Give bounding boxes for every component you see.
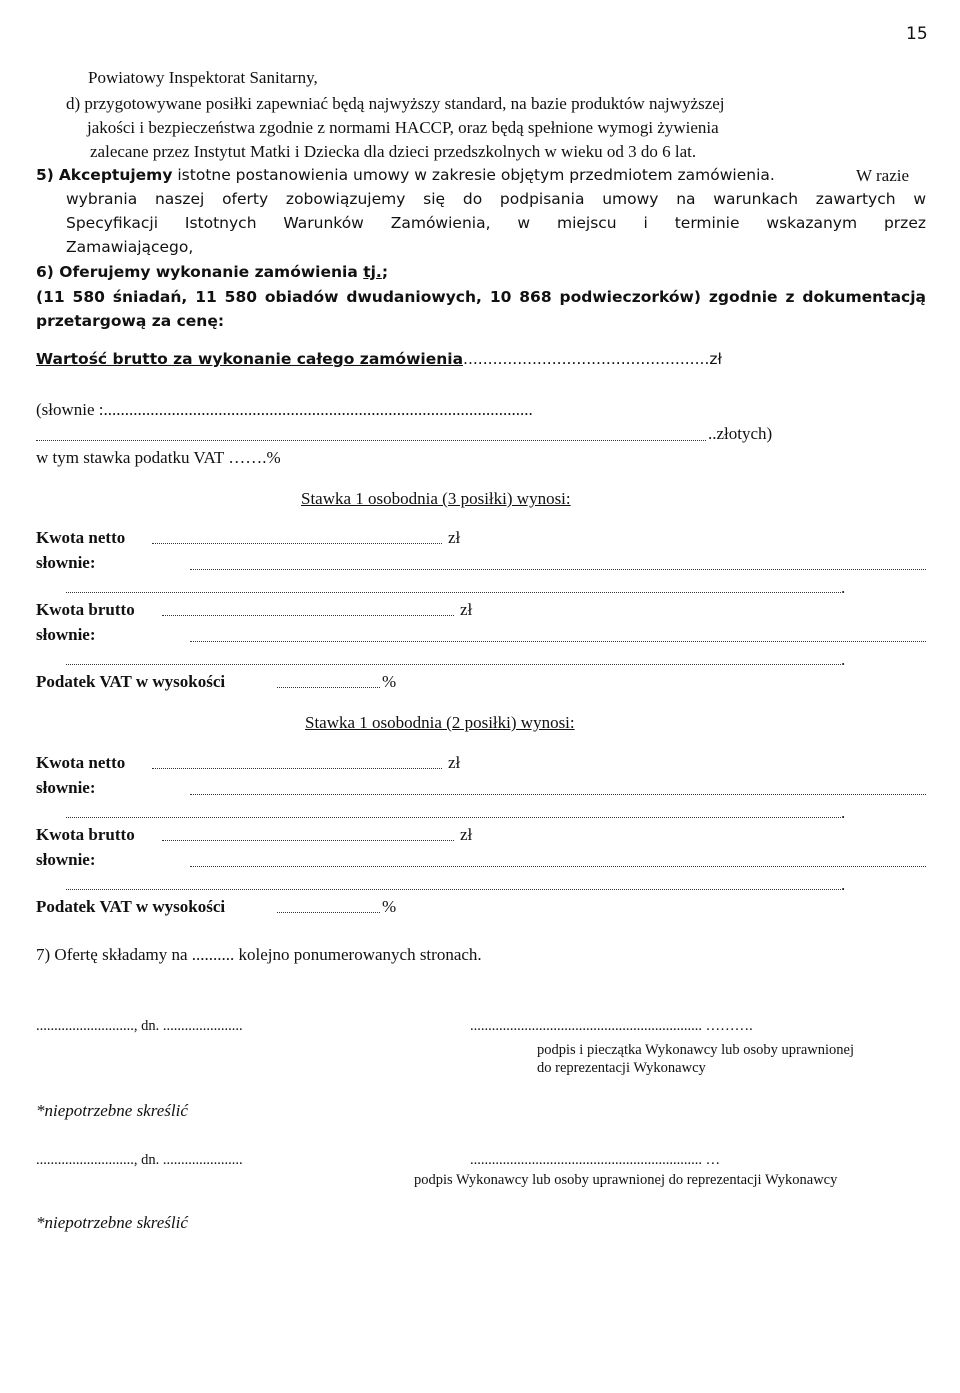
rate2-vat-field[interactable] — [277, 912, 380, 913]
rate1-vat-label: Podatek VAT w wysokości — [36, 672, 226, 691]
rate2-slownie1-label: słownie: — [36, 778, 96, 797]
rate1-slownie2-end: . — [841, 650, 846, 669]
point5-bold: Akceptujemy — [58, 166, 173, 184]
total-currency: zł — [709, 350, 722, 368]
rate1-slownie1-label: słownie: — [36, 553, 96, 572]
rate2-slownie1-end: . — [841, 803, 846, 822]
rate1-netto-currency: zł — [448, 528, 461, 547]
rate2-slownie2-field[interactable] — [190, 866, 926, 867]
sign2-footnote: *niepotrzebne skreślić — [36, 1213, 188, 1232]
point5-number: 5) — [36, 166, 54, 184]
rate1-brutto-field[interactable] — [162, 615, 454, 616]
total-value-line — [36, 350, 722, 369]
rate1-brutto-label: Kwota brutto — [36, 600, 135, 619]
total-dots: .................................................. — [463, 350, 710, 368]
intro-line-1: Powiatowy Inspektorat Sanitarny, — [88, 68, 318, 87]
point5-line-1 — [36, 166, 775, 185]
rate2-brutto-field[interactable] — [162, 840, 454, 841]
rate2-netto-label: Kwota netto — [36, 753, 126, 772]
intro-line-4: zalecane przez Instytut Matki i Dziecka dla dzieci przedszkolnych w wieku od 3 do 6 lat. — [90, 142, 697, 161]
rate2-slownie2-label: słownie: — [36, 850, 96, 869]
rate2-slownie2-end: . — [841, 875, 846, 894]
sign2-signature-dots[interactable]: ................................................................ … — [470, 1152, 721, 1168]
total-slownie: (słownie :..................................................................................................... — [36, 400, 533, 419]
rate2-slownie1-field[interactable] — [190, 794, 926, 795]
rate2-netto-field[interactable] — [152, 768, 442, 769]
total-vat: w tym stawka podatku VAT …….% — [36, 448, 281, 467]
point7-pages-field[interactable]: .......... — [191, 945, 235, 964]
rate1-vat-field[interactable] — [277, 687, 380, 688]
rate2-heading: Stawka 1 osobodnia (2 posiłki) wynosi: — [305, 713, 575, 732]
total-slownie-dotted-line[interactable] — [36, 440, 706, 441]
rate1-netto-field[interactable] — [152, 543, 442, 544]
sign1-footnote: *niepotrzebne skreślić — [36, 1101, 188, 1120]
sign1-signature-dots[interactable]: ................................................................ ………. — [470, 1018, 753, 1034]
rate1-netto-label: Kwota netto — [36, 528, 126, 547]
rate1-slownie2-label: słownie: — [36, 625, 96, 644]
point6-label-a: 6) Oferujemy wykonanie zamówienia — [36, 263, 364, 281]
rate1-brutto-currency: zł — [460, 600, 473, 619]
point6-line-2: (11 580 śniadań, 11 580 obiadów dwudaniowych, 10 868 podwieczorków) zgodnie z dokumentacją — [36, 288, 926, 306]
point6-line-3: przetargową za cenę: — [36, 312, 225, 330]
intro-line-3: jakości i bezpieczeństwa zgodnie z normami HACCP, oraz będą spełnione wymogi żywienia — [87, 118, 719, 137]
sign1-caption-1: podpis i pieczątka Wykonawcy lub osoby uprawnionej — [537, 1042, 854, 1058]
rate1-heading: Stawka 1 osobodnia (3 posiłki) wynosi: — [301, 489, 571, 508]
rate2-netto-currency: zł — [448, 753, 461, 772]
rate1-slownie1-end: . — [841, 578, 846, 597]
point6-line-1 — [36, 263, 388, 282]
intro-line-2: d) przygotowywane posiłki zapewniać będą najwyższy standard, na bazie produktów najwyższej — [66, 94, 725, 113]
point7-text-a: 7) Ofertę składamy na — [36, 945, 188, 964]
rate1-vat-percent: % — [382, 672, 397, 691]
rate2-slownie2-field-2[interactable] — [66, 889, 841, 890]
total-label: Wartość brutto za wykonanie całego zamówienia — [36, 350, 464, 368]
point5-line-2: wybrania naszej oferty zobowiązujemy się do podpisania umowy na warunkach zawartych w — [66, 190, 926, 208]
sign1-caption-2: do reprezentacji Wykonawcy — [537, 1060, 706, 1076]
rate1-slownie1-field[interactable] — [190, 569, 926, 570]
sign1-place-date[interactable]: ..........................., dn. ...................... — [36, 1018, 243, 1034]
point6-label-b: tj. — [363, 263, 382, 281]
rate2-brutto-currency: zł — [460, 825, 473, 844]
point6-label-c: ; — [381, 263, 389, 281]
point5-line-4: Zamawiającego, — [66, 238, 194, 256]
rate1-slownie1-field-2[interactable] — [66, 592, 841, 593]
point7-text-b: kolejno ponumerowanych stronach. — [238, 945, 482, 964]
sign2-place-date[interactable]: ..........................., dn. ...................... — [36, 1152, 243, 1168]
rate2-brutto-label: Kwota brutto — [36, 825, 135, 844]
point5-line-3: Specyfikacji Istotnych Warunków Zamówienia, w miejscu i terminie wskazanym przez — [66, 214, 926, 232]
rate1-slownie2-field[interactable] — [190, 641, 926, 642]
total-zlotych: ..złotych) — [708, 424, 773, 443]
point7-line — [36, 945, 482, 965]
page-number: 15 — [906, 24, 928, 44]
rate2-vat-percent: % — [382, 897, 397, 916]
rate2-vat-label: Podatek VAT w wysokości — [36, 897, 226, 916]
sign2-caption: podpis Wykonawcy lub osoby uprawnionej do reprezentacji Wykonawcy — [414, 1172, 838, 1188]
point5-line1-tail: W razie — [856, 166, 910, 185]
rate2-slownie1-field-2[interactable] — [66, 817, 841, 818]
rate1-slownie2-field-2[interactable] — [66, 664, 841, 665]
point5-line1-rest: istotne postanowienia umowy w zakresie objętym przedmiotem zamówienia. — [177, 166, 775, 184]
